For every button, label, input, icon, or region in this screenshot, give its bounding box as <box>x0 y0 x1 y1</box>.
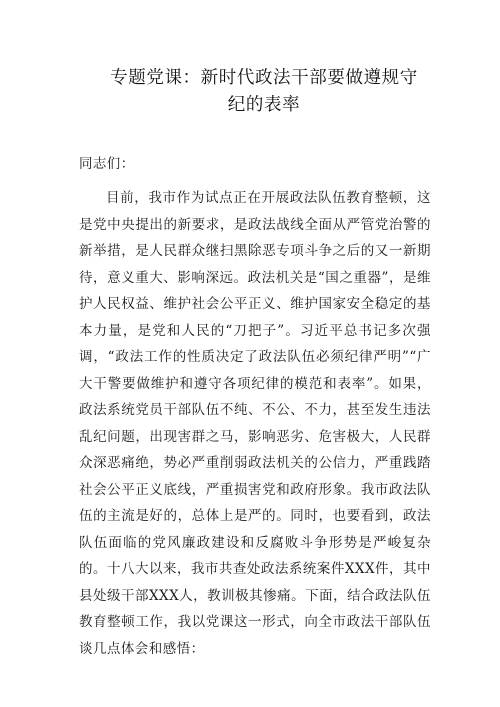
salutation: 同志们： <box>79 156 135 172</box>
document-title-line-1: 专题党课：新时代政法干部要做遵规守 <box>110 68 418 88</box>
body-paragraph: 目前，我市作为试点正在开展政法队伍教育整顿，这是党中央提出的新要求，是政法战线全面从严管党治警的新举措，是人民群众继扫黑除恶专项斗争之后的又一新期待，意义重大、影响深远。政法机关是“国之重器”，是维护人民权益、维护社会公平正义、维护国家安全稳定的基本力量，是党和人民的“刀把子”。习近平总书记多次强调，“政法工作的性质决定了政法队伍必须纪律严明”“广大干警要做维护和遵守各项纪律的模范和表率”。如果，政法系统党员干部队伍不纯、不公、不力，甚至发生违法乱纪问题，出现害群之马，影响恶劣、危害极大，人民群众深恶痛绝，势必严重削弱政法机关的公信力，严重践踏社会公平正义底线，严重损害党和政府形象。我市政法队伍的主流是好的，总体上是严的。同时，也要看到，政法队伍面临的党风廉政建设和反腐败斗争形势是严峻复杂的。十八大以来，我市共查处政法系统案件XXX件，其中县处级干部XXX人，教训极其惨痛。下面，结合政法队伍教育整顿工作，我以党课这一形式，向全市政法干部队伍谈几点体会和感悟： <box>79 190 431 657</box>
document-title-line-2: 纪的表率 <box>227 95 301 115</box>
